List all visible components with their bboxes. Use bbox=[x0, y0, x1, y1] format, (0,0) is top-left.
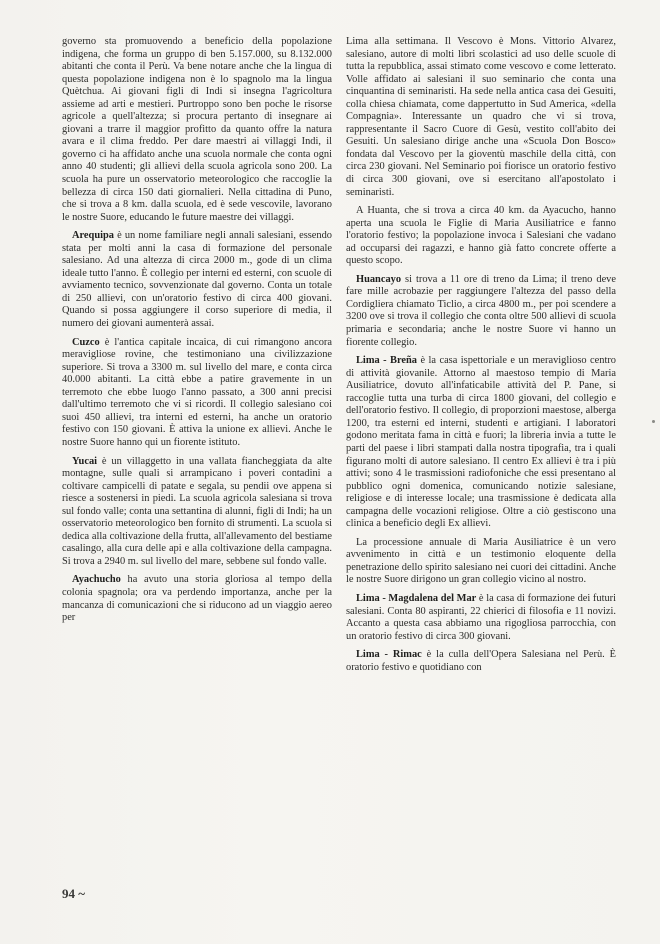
paragraph-right-0 bbox=[346, 36, 616, 199]
paragraph-heading: Lima - Rimac bbox=[356, 649, 422, 661]
paragraph-lima-brena bbox=[346, 355, 616, 531]
paragraph-heading: Ayachucho bbox=[72, 574, 121, 586]
paragraph-text: è l'antica capitale incaica, di cui rimangono ancora meravigliose rovine, che testimoniano una civilizzazione superiore. Si trova a 3300 m. sul livello del mare, e conta circa 40.000 abitanti. La città ebbe a patire gravemente in un terremoto che ebbe luogo l'anno passato, a 300 anni precisi dall'ultimo terremoto che vi si ricordi. Il collegio salesiano coi suoi 450 allievi, tra interni ed esterni, ha anche un oratorio festivo con 150 giovani. È attiva la unione ex allievi. Anche le nostre Suore hanno qui un fiorente istituto. bbox=[62, 336, 332, 448]
paragraph-lima-rimac bbox=[346, 649, 616, 674]
paragraph-text: è un villaggetto in una vallata fiancheggiata da alte montagne, sulle quali si arrampicano i poveri contadini a coltivare campicelli di patate e segala, su pendii ove appena si riesce a sostenersi in piedi. La scuola agricola salesiana si trova sul fondo valle; conta una settantina di alunni, figli di Indi; ha un osservatorio meteorologico ben fornito di strumenti. La scuola si dedica alla coltivazione della frutta, all'allevamento del bestiame casalingo, alla cura delle api e alla coltivazione della campagna. Si trova a 2940 m. sul livello del mare, sebbene sul fondo valle. bbox=[62, 455, 332, 567]
paragraph-text: A Huanta, che si trova a circa 40 km. da Ayacucho, hanno aperta una scuola le Figlie di Maria Ausiliatrice e fanno l'oratorio festivo; la popolazione invoca i Salesiani che vadano ad occuparsi dei ragazzi, e hanno già fatto concrete offerte a questo scopo. bbox=[346, 205, 616, 267]
right-column bbox=[346, 36, 616, 680]
paragraph-text: si trova a 11 ore di treno da Lima; il treno deve fare mille acrobazie per raggiungere l'altezza del passo della Cordigliera chiamato Ticlio, a circa 4800 m., per poi scendere a 3200 ove si trova il collegio che conta oltre 500 allievi di scuola primaria e secondaria; anche le nostre Suore vi hanno un fiorente collegio. bbox=[346, 273, 616, 348]
page-number: 94 ~ bbox=[62, 886, 86, 901]
paragraph-heading: Lima - Breña bbox=[356, 355, 417, 367]
paragraph-text: Lima alla settimana. Il Vescovo è Mons. Vittorio Alvarez, salesiano, autore di molti libri scolastici ad uso delle scuole di tutta la repubblica, assai stimato come vescovo e come letterato. Volle affidato ai salesiani il suo seminario che conta una cinquantina di seminaristi. Ha sede nella antica casa dei Gesuiti, colla chiesa chiamata, come dappertutto in Sud America, «della Compagnia». Interessante un quadro che vi si trova, rappresentante il Sacro Cuore di Gesù, vestito coll'abito dei Gesuiti. Un salesiano dirige anche una «Scuola Don Bosco» fondata dal Vescovo per la gioventù maschile della città, con circa 230 giovani. Nel Seminario poi fiorisce un oratorio festivo di circa 300 giovani, ove si esercitano all'apostolato i seminaristi. bbox=[346, 36, 616, 198]
paragraph-text: La processione annuale di Maria Ausiliatrice è un vero avvenimento in città e un testimonio eloquente della penetrazione dello spirito salesiano nei cuori dei cittadini. Anche le nostre Suore dirigono un gran collegio vicino al nostro. bbox=[346, 536, 616, 586]
paragraph-text: ha avuto una storia gloriosa al tempo della colonia spagnola; ora va perdendo importanza, anche per la mancanza di comunicazioni che si riducono ad un viaggio aereo per bbox=[62, 574, 332, 624]
paragraph-text: è la casa ispettoriale e un meraviglioso centro di attività giovanile. Attorno al maestoso tempio di Maria Ausiliatrice, dovuto all'infaticabile attività del P. Pane, si raccoglie tutta una turba di circa 1800 giovani, del collegio e dell'oratorio festivo. Il collegio, di proporzioni maestose, alberga 1200, tra esterni ed interni, studenti e artigiani. I laboratori godono meritata fama in città e fuori; la libreria invia a tutte le parti del paese i libri stampati dalla nostra tipografia, tra i quali figurano molti di autore salesiano. Il centro Ex allievi è tra i più attivi; sono 4 le trasmissioni radiofoniche che essi presentano al pubblico ogni domenica, comunicando notizie salesiane, religiose e di interesse locale; una trasmissione è dedicata alla campagna delle vocazioni religiose. Oltre a ciò gestiscono una clinica a beneficio degli Ex allievi. bbox=[346, 355, 616, 530]
paragraph-text: è la culla dell'Opera Salesiana nel Perù. È oratorio festivo e quotidiano con bbox=[346, 649, 616, 673]
paragraph-yucai bbox=[62, 456, 332, 569]
margin-speck bbox=[652, 420, 655, 423]
paragraph-lima-magdalena bbox=[346, 593, 616, 643]
paragraph-heading: Arequipa bbox=[72, 230, 114, 242]
paragraph-procession bbox=[346, 537, 616, 587]
paragraph-heading: Yucai bbox=[72, 455, 98, 467]
paragraph-heading: Huancayo bbox=[356, 273, 402, 285]
paragraph-text: è un nome familiare negli annali salesiani, essendo stata per molti anni la casa di formazione del personale salesiano. Ad una altezza di circa 2000 m., gode di un clima ideale tutto l'anno. È collegio per interni ed esterni, con scuole di avviamento tecnico, sovvenzionate dal governo. Conta un totale di 250 allievi, con un'oratorio festivo di circa 400 giovani. Quando si possa aggiungere il corso superiore di media, il numero dei giovani aumenterà assai. bbox=[62, 230, 332, 330]
paragraph-ayachucho bbox=[62, 574, 332, 624]
left-column bbox=[62, 36, 332, 631]
paragraph-text: è la casa di formazione dei futuri salesiani. Conta 80 aspiranti, 22 chierici di filosofia e 11 novizi. Accanto a questa casa abbiamo una rigogliosa parrocchia, con un oratorio festivo di circa 300 giovani. bbox=[346, 592, 616, 642]
paragraph-huancayo bbox=[346, 274, 616, 349]
paragraph-text: governo sta promuovendo a beneficio della popolazione indigena, che forma un gruppo di ben 5.157.000, su 8.132.000 abitanti che conta il Perù. Va bene notare anche che la lingua di questa popolazione indigena non è lo spagnolo ma la lingua Quètchua. Ai giovani figli di Indi si insegna l'agricoltura assieme ad arti e mestieri. Purtroppo sono ben poche le risorse agricole a quell'altezza; si procura pertanto di insegnare ai giovani a trarre il maggior profitto da quanto offre la natura avara e il clima freddo. Per dare maestri ai villaggi Indi, il governo ci ha affidato anche una scuola normale che conta ogni anno 40 studenti; gli allievi della scuola agricola sono 200. La scuola ha pure un osservatorio meteorologico che raccoglie la bellezza di circa 150 dati giornalieri. Nella cittadina di Puno, che si trova a 8 km. dalla scuola, ed è sede vescovile, lavorano le nostre Suore, educando le future maestre dei villaggi. bbox=[62, 36, 332, 223]
paragraph-huanta bbox=[346, 205, 616, 268]
paragraph-arequipa bbox=[62, 230, 332, 330]
paragraph-heading: Cuzco bbox=[72, 336, 100, 348]
paragraph-left-0 bbox=[62, 36, 332, 224]
paragraph-heading: Lima - Magdalena del Mar bbox=[356, 592, 477, 604]
paragraph-cuzco bbox=[62, 337, 332, 450]
